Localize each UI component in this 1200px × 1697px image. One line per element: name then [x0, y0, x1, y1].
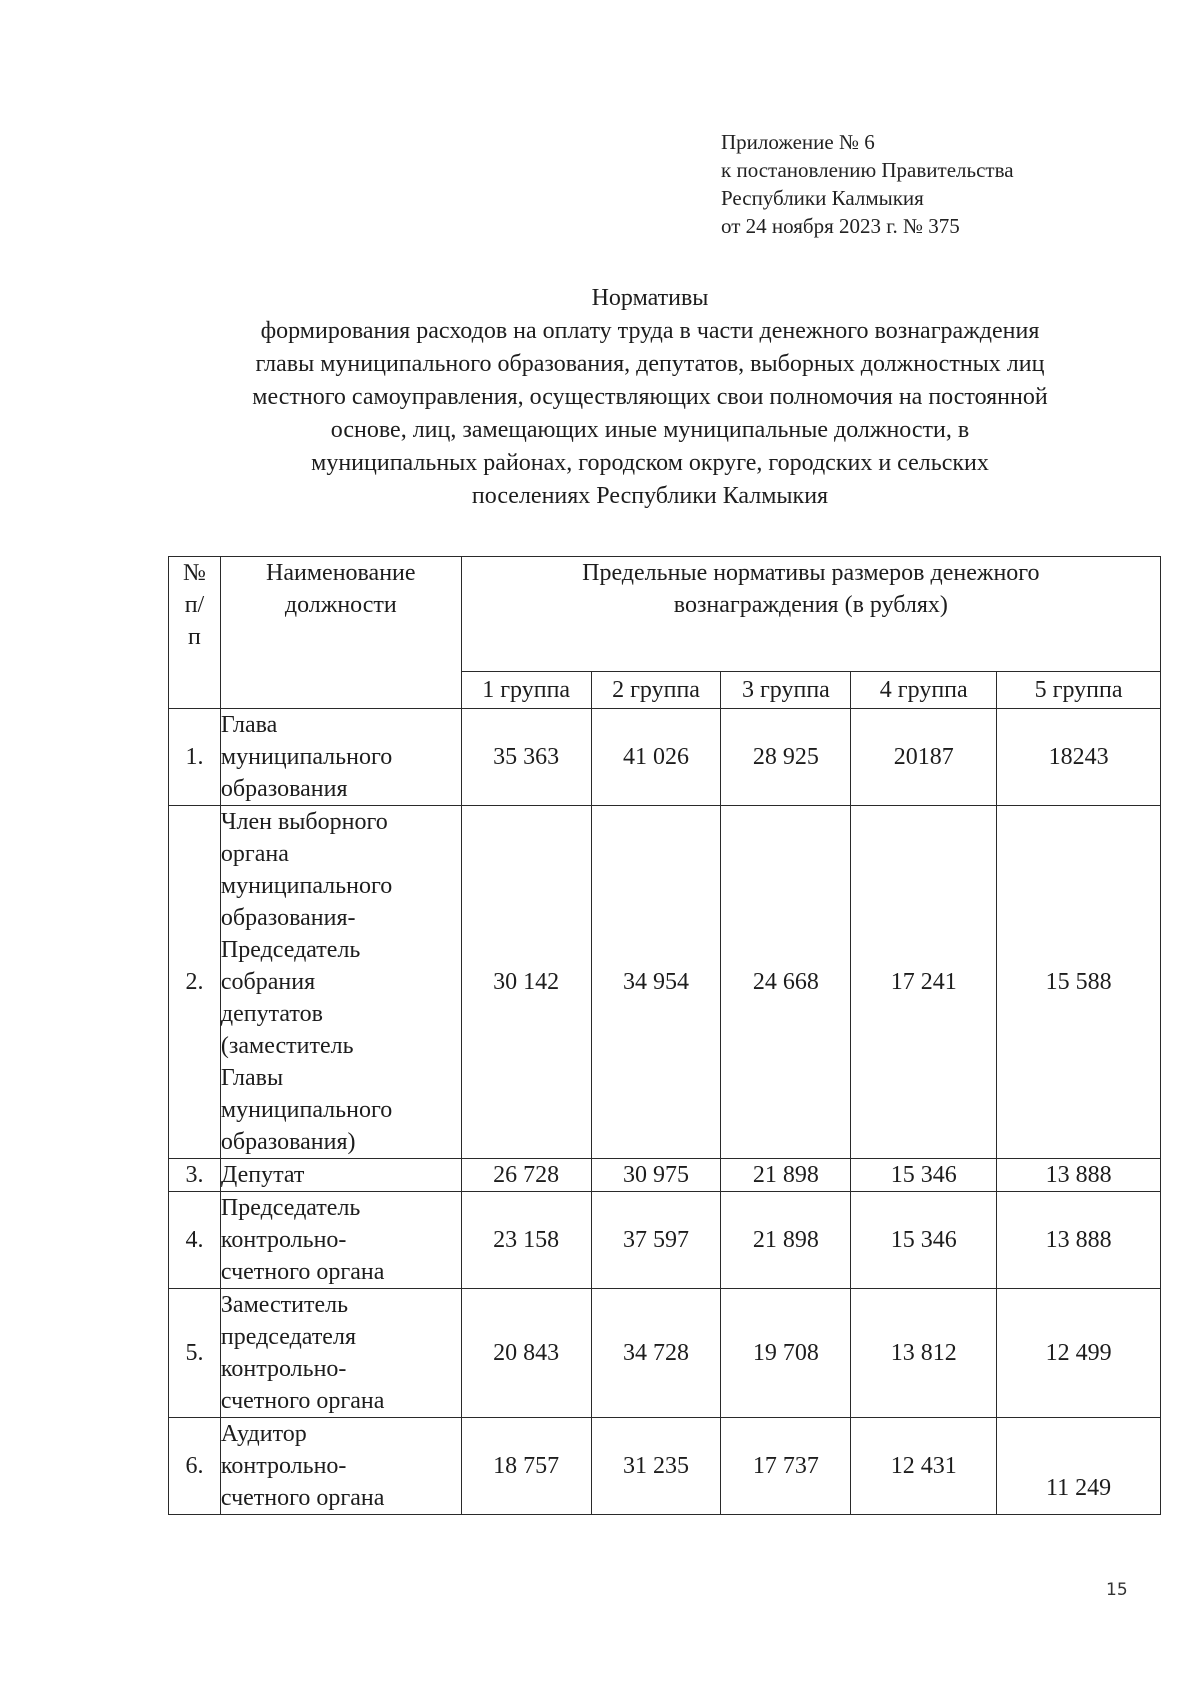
row-number: 5. — [169, 1289, 221, 1418]
appendix-line: Приложение № 6 — [721, 130, 875, 154]
header-line: п — [188, 624, 201, 650]
row-number: 6. — [169, 1418, 221, 1515]
value-group-5: 18243 — [997, 709, 1161, 806]
document-title — [120, 282, 1180, 513]
position-name-line: образования) — [220, 1129, 356, 1155]
table-row — [169, 1418, 1161, 1515]
title-line: местного самоуправления, осуществляющих свои полномочия на постоянной — [252, 384, 1048, 410]
position-name-line: контрольно- — [220, 1356, 347, 1382]
table-header-row — [169, 557, 1161, 672]
value-group-1: 26 728 — [461, 1159, 591, 1192]
appendix-line: от 24 ноября 2023 г. № 375 — [721, 214, 960, 238]
header-line: должности — [284, 592, 397, 618]
position-name-line: собрания — [220, 969, 316, 995]
position-name-line: Глава — [220, 712, 278, 738]
column-header-position — [220, 557, 461, 709]
position-name-line: счетного органа — [220, 1485, 385, 1511]
position-name-line: образования — [220, 776, 348, 802]
value-group-3: 21 898 — [721, 1159, 851, 1192]
value-group-4: 17 241 — [851, 806, 997, 1159]
title-line: формирования расходов на оплату труда в части денежного вознаграждения — [260, 318, 1040, 344]
value-group-5: 15 588 — [997, 806, 1161, 1159]
column-header-group-3: 3 группа — [721, 672, 851, 709]
position-name — [220, 1289, 461, 1418]
title-line: муниципальных районах, городском округе, городских и сельских — [311, 450, 989, 476]
header-line: п/ — [184, 592, 205, 618]
position-name-line: контрольно- — [220, 1453, 347, 1479]
value-group-1: 18 757 — [461, 1418, 591, 1515]
appendix-line: Республики Калмыкия — [721, 186, 924, 210]
value-group-4: 15 346 — [851, 1192, 997, 1289]
value-group-3: 19 708 — [721, 1289, 851, 1418]
position-name-line: образования- — [220, 905, 356, 931]
table-row — [169, 806, 1161, 1159]
position-name-line: счетного органа — [220, 1388, 385, 1414]
value-group-3: 24 668 — [721, 806, 851, 1159]
value-group-5: 13 888 — [997, 1192, 1161, 1289]
table-row — [169, 1289, 1161, 1418]
value-group-1: 35 363 — [461, 709, 591, 806]
title-line: главы муниципального образования, депутатов, выборных должностных лиц — [255, 351, 1045, 377]
position-name — [220, 1418, 461, 1515]
position-name-line: Член выборного — [220, 809, 388, 835]
appendix-reference — [721, 128, 1014, 240]
position-name-line: счетного органа — [220, 1259, 385, 1285]
value-group-4: 15 346 — [851, 1159, 997, 1192]
row-number: 4. — [169, 1192, 221, 1289]
page-number: 15 — [1106, 1580, 1128, 1600]
position-name-line: Депутат — [220, 1162, 305, 1188]
position-name-line: Главы — [220, 1065, 284, 1091]
position-name-line: председателя — [220, 1324, 356, 1350]
position-name-line: Председатель — [220, 1195, 361, 1221]
title-line: Нормативы — [591, 285, 709, 311]
value-group-5: 12 499 — [997, 1289, 1161, 1418]
value-group-2: 31 235 — [591, 1418, 721, 1515]
value-group-2: 30 975 — [591, 1159, 721, 1192]
position-name — [220, 806, 461, 1159]
position-name-line: Аудитор — [220, 1421, 307, 1447]
value-group-2: 41 026 — [591, 709, 721, 806]
row-number: 3. — [169, 1159, 221, 1192]
value-group-1: 30 142 — [461, 806, 591, 1159]
appendix-line: к постановлению Правительства — [721, 158, 1014, 182]
position-name-line: Председатель — [220, 937, 361, 963]
column-header-number — [169, 557, 221, 709]
header-line: вознаграждения (в рублях) — [673, 592, 948, 618]
position-name-line: муниципального — [220, 873, 393, 899]
position-name — [220, 709, 461, 806]
position-name — [220, 1192, 461, 1289]
column-header-group-4: 4 группа — [851, 672, 997, 709]
value-group-5: 11 249 — [997, 1418, 1161, 1515]
table-row — [169, 1159, 1161, 1192]
value-group-1: 23 158 — [461, 1192, 591, 1289]
norms-table — [168, 556, 1161, 1515]
table-row — [169, 709, 1161, 806]
row-number: 2. — [169, 806, 221, 1159]
header-line: Предельные нормативы размеров денежного — [582, 560, 1040, 586]
value-group-2: 34 954 — [591, 806, 721, 1159]
value-group-3: 21 898 — [721, 1192, 851, 1289]
value-group-1: 20 843 — [461, 1289, 591, 1418]
column-header-limits — [461, 557, 1160, 672]
row-number: 1. — [169, 709, 221, 806]
position-name — [220, 1159, 461, 1192]
title-line: поселениях Республики Калмыкия — [471, 483, 829, 509]
value-group-3: 28 925 — [721, 709, 851, 806]
value-group-4: 12 431 — [851, 1418, 997, 1515]
value-group-3: 17 737 — [721, 1418, 851, 1515]
value-group-2: 37 597 — [591, 1192, 721, 1289]
position-name-line: (заместитель — [220, 1033, 354, 1059]
position-name-line: Заместитель — [220, 1292, 349, 1318]
value-group-2: 34 728 — [591, 1289, 721, 1418]
value-group-5: 13 888 — [997, 1159, 1161, 1192]
header-line: Наименование — [266, 560, 416, 586]
table-row — [169, 1192, 1161, 1289]
position-name-line: муниципального — [220, 1097, 393, 1123]
position-name-line: органа — [220, 841, 289, 867]
position-name-line: депутатов — [220, 1001, 323, 1027]
title-line: основе, лиц, замещающих иные муниципальные должности, в — [330, 417, 970, 443]
value-group-4: 13 812 — [851, 1289, 997, 1418]
column-header-group-2: 2 группа — [591, 672, 721, 709]
column-header-group-1: 1 группа — [461, 672, 591, 709]
value-group-4: 20187 — [851, 709, 997, 806]
column-header-group-5: 5 группа — [997, 672, 1161, 709]
header-line: № — [183, 560, 206, 586]
position-name-line: муниципального — [220, 744, 393, 770]
position-name-line: контрольно- — [220, 1227, 347, 1253]
